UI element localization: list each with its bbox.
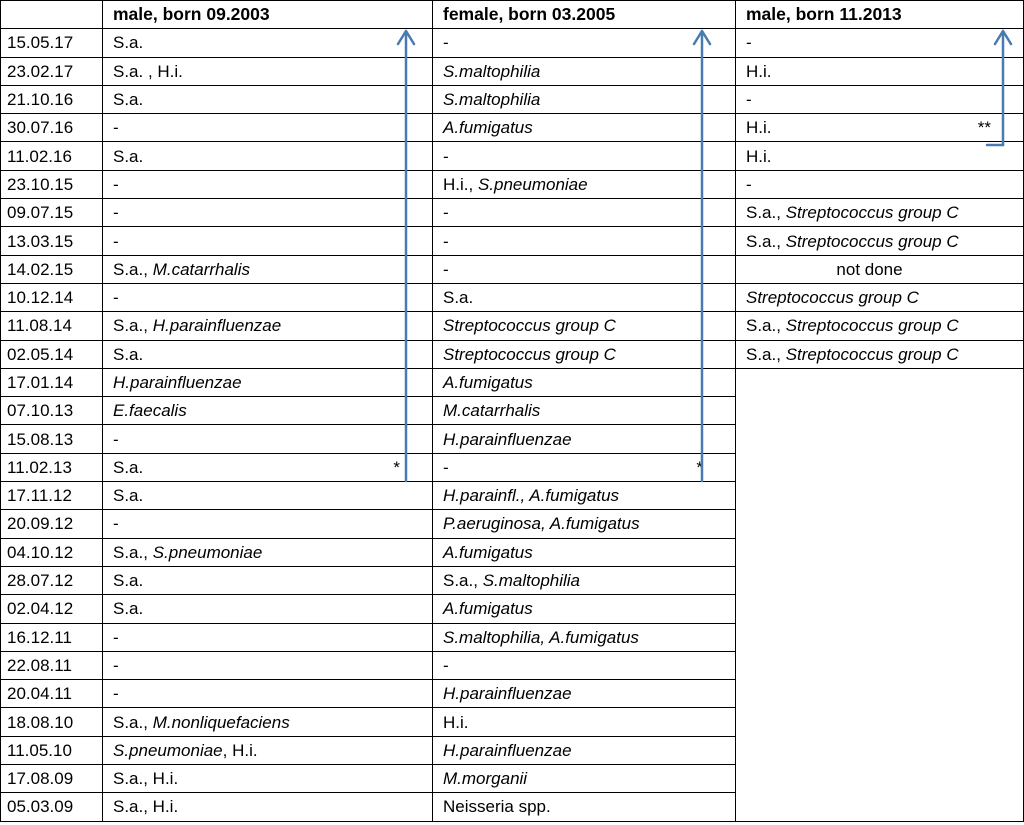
- centered-text: [746, 256, 1023, 283]
- date-cell: 02.04.12: [1, 595, 103, 623]
- result-cell-patient-1: [103, 29, 433, 57]
- organism-name: S.maltophilia: [443, 90, 541, 110]
- date-cell: 20.09.12: [1, 510, 103, 538]
- date-cell: 14.02.15: [1, 255, 103, 283]
- result-text: Neisseria spp.: [443, 797, 551, 817]
- organism-name: H.parainfluenzae: [152, 316, 282, 336]
- result-text: -: [443, 259, 449, 279]
- result-text: S.a.,: [746, 344, 786, 364]
- date-cell: 05.03.09: [1, 793, 103, 821]
- result-text: -: [113, 429, 119, 449]
- result-text: S.a.,: [746, 203, 786, 223]
- result-text: -: [113, 627, 119, 647]
- footnote-marker: **: [977, 118, 991, 138]
- organism-name: H.parainfluenzae: [443, 684, 572, 704]
- result-text: S.a.: [443, 288, 474, 308]
- result-cell-patient-3: [736, 255, 1024, 283]
- table-row: [1, 114, 1024, 142]
- organism-name: S.pneumoniae: [477, 174, 588, 194]
- organism-name: H.parainfl., A.fumigatus: [443, 486, 620, 506]
- table-row: [1, 142, 1024, 170]
- organism-name: Streptococcus group C: [443, 344, 616, 364]
- result-cell-patient-1: [103, 680, 433, 708]
- result-cell-patient-1: [103, 227, 433, 255]
- date-cell: 15.08.13: [1, 425, 103, 453]
- result-text: S.a.: [113, 457, 144, 477]
- result-cell-patient-2: [433, 142, 736, 170]
- result-cell-patient-1: [103, 793, 433, 821]
- result-cell-patient-3: [736, 227, 1024, 255]
- result-text: -: [113, 203, 119, 223]
- result-cell-patient-1: [103, 453, 433, 481]
- result-text: -: [443, 33, 449, 53]
- organism-name: H.parainfluenzae: [113, 373, 242, 392]
- date-cell: 30.07.16: [1, 114, 103, 142]
- result-cell-patient-1: [103, 651, 433, 679]
- result-cell-patient-1: [103, 765, 433, 793]
- organism-name: A.fumigatus: [443, 118, 533, 138]
- date-cell: 02.05.14: [1, 340, 103, 368]
- empty-cell: [736, 368, 1024, 396]
- date-cell: 18.08.10: [1, 708, 103, 736]
- table-row: [1, 595, 1024, 623]
- date-cell: 13.03.15: [1, 227, 103, 255]
- organism-name: H.parainfluenzae: [443, 429, 572, 449]
- result-cell-patient-1: [103, 283, 433, 311]
- result-cell-patient-2: [433, 368, 736, 396]
- result-cell-patient-2: [433, 736, 736, 764]
- empty-cell: [736, 765, 1024, 793]
- result-cell-patient-3: [736, 199, 1024, 227]
- table-row: [1, 255, 1024, 283]
- result-cell-patient-2: [433, 57, 736, 85]
- date-cell: 16.12.11: [1, 623, 103, 651]
- table-row: [1, 453, 1024, 481]
- table-row: [1, 283, 1024, 311]
- result-cell-patient-3: [736, 312, 1024, 340]
- result-cell-patient-1: [103, 482, 433, 510]
- empty-cell: [736, 425, 1024, 453]
- result-text: -: [113, 118, 119, 138]
- result-cell-patient-1: [103, 340, 433, 368]
- result-cell-patient-2: [433, 651, 736, 679]
- result-cell-patient-3: [736, 114, 1024, 142]
- table-row: [1, 482, 1024, 510]
- result-cell-patient-1: [103, 368, 433, 396]
- result-cell-patient-2: [433, 85, 736, 113]
- result-cell-patient-1: [103, 425, 433, 453]
- table-row: [1, 623, 1024, 651]
- date-cell: 22.08.11: [1, 651, 103, 679]
- organism-name: S.maltophilia: [443, 61, 541, 81]
- footnote-marker: *: [696, 457, 703, 477]
- date-cell: 23.10.15: [1, 170, 103, 198]
- date-cell: 09.07.15: [1, 199, 103, 227]
- organism-name: Streptococcus group C: [785, 316, 959, 336]
- result-text: -: [443, 457, 449, 477]
- result-text: -: [113, 684, 119, 704]
- result-cell-patient-1: [103, 312, 433, 340]
- organism-name: A.fumigatus: [443, 373, 533, 392]
- date-cell: 17.08.09: [1, 765, 103, 793]
- date-cell: 28.07.12: [1, 566, 103, 594]
- result-text: S.a.: [113, 146, 144, 166]
- result-text: S.a.: [113, 486, 144, 506]
- result-text: S.a.,: [113, 712, 153, 732]
- date-cell: 17.11.12: [1, 482, 103, 510]
- result-text: S.a. , H.i.: [113, 61, 183, 81]
- result-cell-patient-1: [103, 114, 433, 142]
- empty-cell: [736, 680, 1024, 708]
- header-patient-3: male, born 11.2013: [736, 1, 1024, 29]
- header-patient-1: male, born 09.2003: [103, 1, 433, 29]
- empty-cell: [736, 793, 1024, 821]
- result-cell-patient-2: [433, 510, 736, 538]
- result-cell-patient-2: [433, 765, 736, 793]
- result-text: -: [746, 90, 752, 110]
- result-cell-patient-3: [736, 142, 1024, 170]
- result-cell-patient-2: [433, 340, 736, 368]
- result-cell-patient-1: [103, 255, 433, 283]
- result-text: S.a.: [113, 599, 144, 619]
- result-text: -: [443, 231, 449, 251]
- result-cell-patient-2: [433, 623, 736, 651]
- organism-name: M.morganii: [443, 769, 528, 789]
- result-text: -: [443, 655, 449, 675]
- table-row: [1, 425, 1024, 453]
- organism-name: M.catarrhalis: [152, 259, 250, 279]
- result-cell-patient-1: [103, 199, 433, 227]
- empty-cell: [736, 708, 1024, 736]
- result-text: -: [113, 655, 119, 675]
- organism-name: H.parainfluenzae: [443, 740, 572, 760]
- result-cell-patient-2: [433, 453, 736, 481]
- empty-cell: [736, 397, 1024, 425]
- result-cell-patient-2: [433, 170, 736, 198]
- result-text: not done: [836, 259, 903, 279]
- result-cell-patient-1: [103, 142, 433, 170]
- table-row: [1, 85, 1024, 113]
- table-body: [1, 29, 1024, 821]
- organism-name: S.pneumoniae: [113, 740, 223, 760]
- result-text: S.a.,: [746, 316, 786, 336]
- result-text: S.a.: [113, 571, 144, 591]
- result-cell-patient-2: [433, 482, 736, 510]
- header-patient-2: female, born 03.2005: [433, 1, 736, 29]
- table-row: [1, 368, 1024, 396]
- table-row: [1, 566, 1024, 594]
- date-cell: 11.08.14: [1, 312, 103, 340]
- result-cell-patient-2: [433, 199, 736, 227]
- date-cell: 10.12.14: [1, 283, 103, 311]
- result-text: H.i.,: [443, 174, 478, 194]
- organism-name: Streptococcus group C: [785, 203, 959, 223]
- result-cell-patient-1: [103, 397, 433, 425]
- result-cell-patient-2: [433, 566, 736, 594]
- result-cell-patient-2: [433, 114, 736, 142]
- date-cell: 23.02.17: [1, 57, 103, 85]
- organism-name: M.nonliquefaciens: [152, 712, 290, 732]
- result-cell-patient-2: [433, 538, 736, 566]
- table-row: [1, 170, 1024, 198]
- organism-name: S.maltophilia: [482, 571, 581, 591]
- table-row: [1, 680, 1024, 708]
- result-cell-patient-1: [103, 708, 433, 736]
- result-cell-patient-1: [103, 736, 433, 764]
- result-text: S.a.,: [113, 542, 153, 562]
- organism-name: S.maltophilia, A.fumigatus: [443, 627, 639, 647]
- empty-cell: [736, 453, 1024, 481]
- result-cell-patient-3: [736, 170, 1024, 198]
- result-text: S.a.: [113, 90, 144, 110]
- result-cell-patient-2: [433, 397, 736, 425]
- empty-cell: [736, 482, 1024, 510]
- result-cell-patient-2: [433, 283, 736, 311]
- result-cell-patient-1: [103, 85, 433, 113]
- organism-name: A.fumigatus: [443, 542, 533, 562]
- result-cell-patient-1: [103, 57, 433, 85]
- result-text: S.a.,: [443, 571, 483, 591]
- result-cell-patient-2: [433, 680, 736, 708]
- date-cell: 11.05.10: [1, 736, 103, 764]
- table-row: [1, 397, 1024, 425]
- result-text: S.a.,: [113, 259, 153, 279]
- table-row: [1, 708, 1024, 736]
- result-cell-patient-3: [736, 29, 1024, 57]
- result-cell-patient-2: [433, 425, 736, 453]
- result-text: -: [113, 174, 119, 194]
- empty-cell: [736, 651, 1024, 679]
- result-text: -: [746, 174, 752, 194]
- result-text: -: [113, 231, 119, 251]
- result-cell-patient-1: [103, 510, 433, 538]
- organism-name: A.fumigatus: [443, 599, 533, 619]
- empty-cell: [736, 595, 1024, 623]
- table-row: [1, 765, 1024, 793]
- organism-name: E.faecalis: [113, 401, 187, 421]
- organism-name: P.aeruginosa, A.fumigatus: [443, 514, 640, 534]
- organism-name: Streptococcus group C: [785, 231, 959, 251]
- organism-name: Streptococcus group C: [443, 316, 616, 336]
- footnote-marker: *: [393, 457, 400, 477]
- result-text: S.a.: [113, 344, 144, 364]
- result-text: S.a.,: [113, 316, 153, 336]
- organism-name: Streptococcus group C: [785, 344, 959, 364]
- result-text: S.a., H.i.: [113, 769, 179, 789]
- result-text: -: [746, 33, 752, 53]
- header-date: [1, 1, 103, 29]
- table-row: [1, 510, 1024, 538]
- result-cell-patient-2: [433, 595, 736, 623]
- result-text: S.a., H.i.: [113, 797, 179, 817]
- result-cell-patient-3: [736, 283, 1024, 311]
- date-cell: 04.10.12: [1, 538, 103, 566]
- table-row: [1, 57, 1024, 85]
- result-cell-patient-2: [433, 312, 736, 340]
- table-row: [1, 199, 1024, 227]
- result-cell-patient-2: [433, 708, 736, 736]
- result-text: -: [113, 288, 119, 308]
- empty-cell: [736, 736, 1024, 764]
- result-text: , H.i.: [222, 740, 258, 760]
- organism-name: S.pneumoniae: [152, 542, 263, 562]
- table-row: [1, 736, 1024, 764]
- date-cell: 17.01.14: [1, 368, 103, 396]
- organism-name: Streptococcus group C: [746, 288, 919, 308]
- date-cell: 21.10.16: [1, 85, 103, 113]
- result-cell-patient-2: [433, 793, 736, 821]
- result-text: H.i.: [443, 712, 469, 732]
- result-cell-patient-2: [433, 227, 736, 255]
- table-row: [1, 340, 1024, 368]
- date-cell: 11.02.13: [1, 453, 103, 481]
- result-cell-patient-1: [103, 170, 433, 198]
- empty-cell: [736, 623, 1024, 651]
- empty-cell: [736, 510, 1024, 538]
- result-cell-patient-1: [103, 538, 433, 566]
- result-cell-patient-2: [433, 29, 736, 57]
- result-cell-patient-1: [103, 595, 433, 623]
- empty-cell: [736, 566, 1024, 594]
- table-row: [1, 651, 1024, 679]
- table-row: [1, 312, 1024, 340]
- header-row: [1, 1, 1024, 29]
- result-text: -: [113, 514, 119, 534]
- result-cell-patient-3: [736, 85, 1024, 113]
- result-text: H.i.: [746, 146, 772, 166]
- date-cell: 07.10.13: [1, 397, 103, 425]
- date-cell: 15.05.17: [1, 29, 103, 57]
- result-text: H.i.: [746, 118, 772, 138]
- result-cell-patient-2: [433, 255, 736, 283]
- table-row: [1, 227, 1024, 255]
- date-cell: 20.04.11: [1, 680, 103, 708]
- result-text: H.i.: [746, 61, 772, 81]
- table-row: [1, 29, 1024, 57]
- result-cell-patient-1: [103, 566, 433, 594]
- result-text: -: [443, 146, 449, 166]
- date-cell: 11.02.16: [1, 142, 103, 170]
- result-text: -: [443, 203, 449, 223]
- result-text: S.a.: [113, 33, 144, 53]
- result-text: S.a.,: [746, 231, 786, 251]
- result-cell-patient-3: [736, 340, 1024, 368]
- organism-name: M.catarrhalis: [443, 401, 541, 421]
- table-row: [1, 793, 1024, 821]
- table-row: [1, 538, 1024, 566]
- empty-cell: [736, 538, 1024, 566]
- result-cell-patient-1: [103, 623, 433, 651]
- result-cell-patient-3: [736, 57, 1024, 85]
